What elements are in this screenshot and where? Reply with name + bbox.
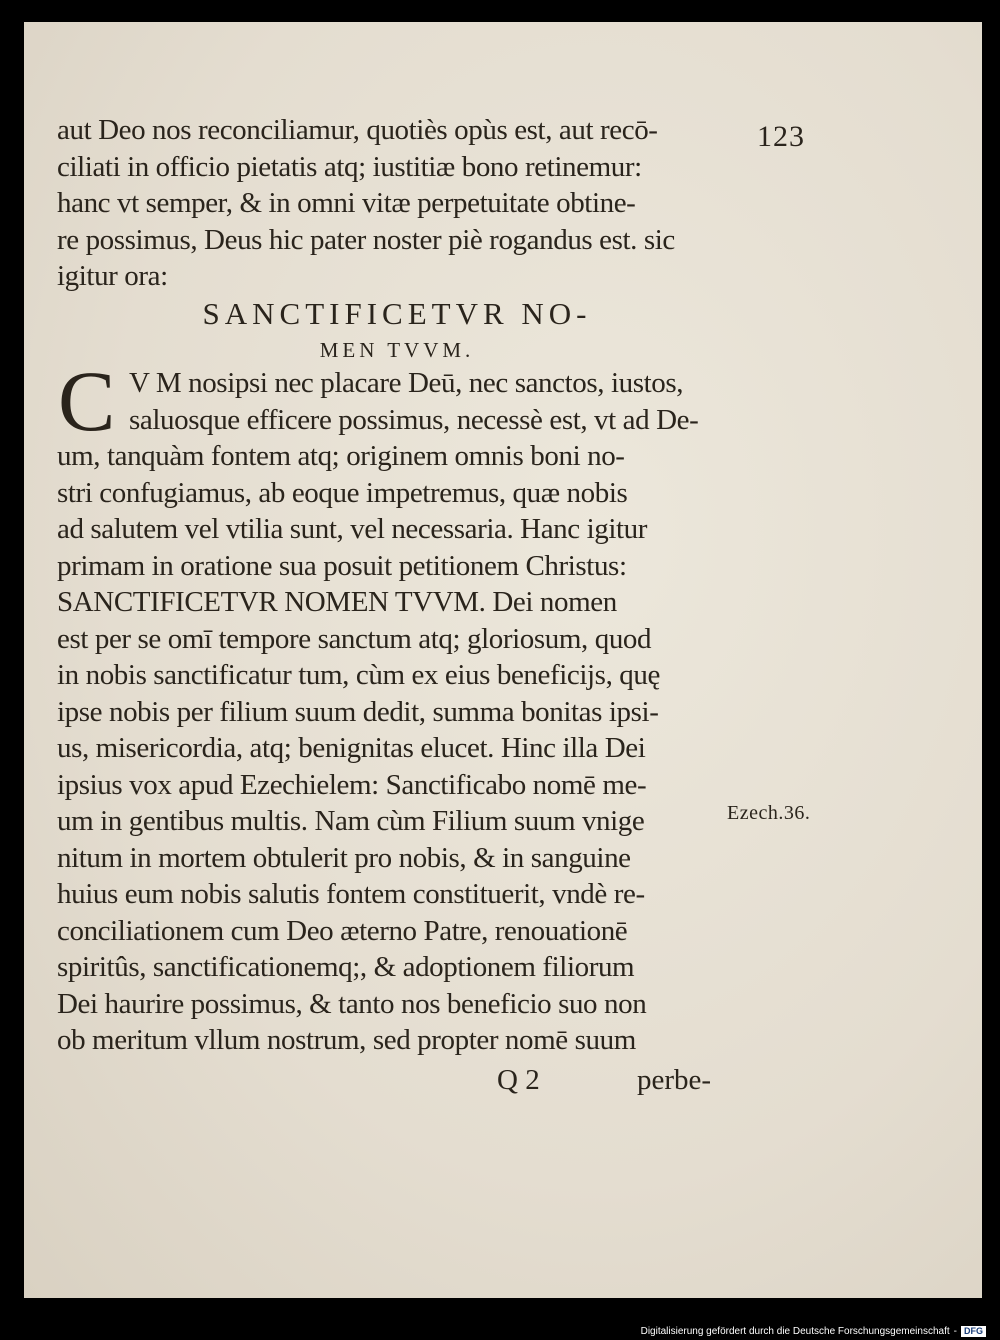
margin-note: Ezech.36.: [727, 802, 811, 824]
text-line: Dei haurire possimus, & tanto nos beneficio suo non: [57, 987, 647, 1020]
footer-separator: -: [953, 1326, 957, 1337]
footer-text: Digitalisierung gefördert durch die Deutsche Forschungsgemeinschaft: [640, 1326, 950, 1337]
text-line: huius eum nobis salutis fontem constituerit, vndè re-: [57, 878, 645, 910]
text-line: stri confugiamus, ab eoque impetremus, quæ nobis: [57, 476, 628, 509]
text-line: ob meritum vllum nostrum, sed propter nomē suum: [57, 1024, 636, 1056]
signature-mark: Q 2: [497, 1064, 540, 1096]
text-line: in nobis sanctificatur tum, cùm ex eius beneficijs, quę: [57, 659, 660, 691]
text-line: um in gentibus multis. Nam cùm Filium suum vnige: [57, 805, 645, 837]
catchword: perbe-: [637, 1064, 712, 1096]
text-line: ipsius vox apud Ezechielem: Sanctificabo nomē me-: [57, 768, 647, 801]
footer-credit: [641, 1326, 986, 1337]
dfg-logo-icon: DFG: [961, 1326, 986, 1337]
text-line: SANCTIFICETVR NOMEN TVVM. Dei nomen: [57, 586, 617, 618]
main-paragraph: [57, 365, 747, 1059]
section-heading-continued: MEN TVVM.: [319, 338, 475, 362]
top-text-block: [57, 112, 737, 295]
text-line: est per se omī tempore sanctum atq; gloriosum, quod: [57, 622, 652, 655]
text-line: ciliati in officio pietatis atq; iustitiæ bono retinemur:: [57, 150, 642, 183]
drop-cap: C: [58, 353, 116, 449]
text-line: igitur ora:: [57, 260, 168, 292]
text-line: aut Deo nos reconciliamur, quotiès opùs est, aut recō-: [57, 114, 658, 146]
text-line: primam in oratione sua posuit petitionem Christus:: [57, 549, 627, 582]
text-line: re possimus, Deus hic pater noster piè rogandus est. sic: [57, 223, 675, 256]
text-line: saluosque efficere possimus, necessè est, vt ad De-: [129, 403, 699, 436]
text-line: nitum in mortem obtulerit pro nobis, & in sanguine: [57, 841, 631, 874]
text-line: ipse nobis per filium suum dedit, summa bonitas ipsi-: [57, 695, 659, 728]
section-heading: SANCTIFICETVR NO-: [202, 296, 592, 331]
text-line: V M nosipsi nec placare Deū, nec sanctos, iustos,: [129, 367, 684, 399]
text-line: um, tanquàm fontem atq; originem omnis boni no-: [57, 440, 625, 472]
page-number: 123: [757, 120, 805, 153]
text-line: hanc vt semper, & in omni vitæ perpetuitate obtine-: [57, 187, 636, 219]
text-line: us, misericordia, atq; benignitas elucet. Hinc illa Dei: [57, 732, 646, 764]
text-line: conciliationem cum Deo æterno Patre, renouationē: [57, 914, 628, 947]
text-line: spiritûs, sanctificationemq;, & adoptionem filiorum: [57, 951, 635, 983]
text-line: ad salutem vel vtilia sunt, vel necessaria. Hanc igitur: [57, 513, 648, 545]
